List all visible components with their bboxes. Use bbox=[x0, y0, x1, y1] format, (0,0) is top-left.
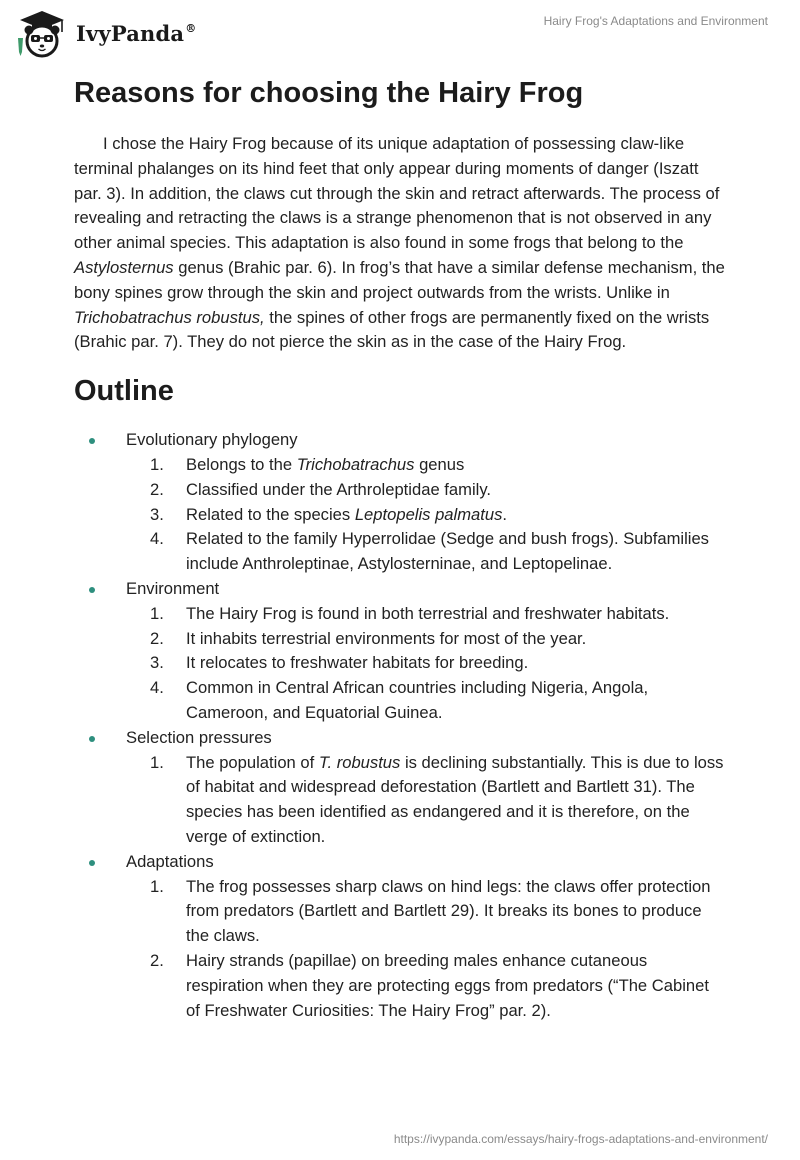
list-item: 3. Related to the species Leptopelis palmatus. bbox=[126, 503, 726, 528]
list-item: 2. Classified under the Arthroleptidae family. bbox=[126, 478, 726, 503]
list-number: 4. bbox=[150, 529, 164, 549]
outline-sublist bbox=[126, 602, 726, 726]
logo[interactable] bbox=[14, 8, 196, 58]
list-item: 1. The frog possesses sharp claws on hind legs: the claws offer protection from predators (Bartlett and Bartlett 29). It breaks its bones to produce the claws. bbox=[150, 876, 711, 946]
source-url[interactable]: https://ivypanda.com/essays/hairy-frogs-adaptations-and-environment/ bbox=[393, 1132, 768, 1146]
list-number: 3. bbox=[150, 653, 164, 673]
list-number: 1. bbox=[150, 454, 164, 474]
outline-list bbox=[74, 428, 726, 1023]
list-item: 4. Common in Central African countries including Nigeria, Angola, Cameroon, and Equatorial Guinea. bbox=[150, 678, 649, 722]
outline-group-label: Selection pressures bbox=[126, 727, 272, 747]
list-item: 1. Belongs to the Trichobatrachus genus bbox=[126, 453, 726, 478]
outline-group bbox=[74, 428, 726, 577]
list-number: 2. bbox=[150, 950, 164, 970]
logo-text: IvyPanda® bbox=[76, 20, 197, 46]
list-number: 3. bbox=[150, 504, 164, 524]
outline-sublist bbox=[126, 453, 726, 577]
list-number: 2. bbox=[150, 628, 164, 648]
document-title: Hairy Frog's Adaptations and Environment bbox=[543, 14, 768, 28]
outline-group bbox=[74, 726, 726, 850]
body-paragraph: I chose the Hairy Frog because of its unique adaptation of possessing claw-like terminal phalanges on its hind feet that only appear during moments of danger (Iszatt par. 3). In addition, the claws cut through the skin and retract afterwards. The process of revealing and retracting the claws is a strange phenomenon that is not observed in any other animal species. This adaptation is also found in some frogs that belong to the Astylosternus genus (Brahic par. 6). In frog’s that have a similar defense mechanism, the bony spines grow through the skin and project outwards from the wrists. Unlike in Trichobatrachus robustus, the spines of other frogs are permanently fixed on the wrists (Brahic par. 7). They do not pierce the skin as in the case of the Hairy Frog. bbox=[74, 134, 725, 352]
list-number: 1. bbox=[150, 876, 164, 896]
list-item: 1. The population of T. robustus is declining substantially. This is due to loss of habitat and widespread deforestation (Bartlett and Bartlett 31). The species has been identified as endangered and it is therefore, on the verge of extinction. bbox=[150, 752, 724, 846]
outline-group-label: Adaptations bbox=[126, 851, 214, 871]
list-item: 4. Related to the family Hyperrolidae (Sedge and bush frogs). Subfamilies include Anthroleptinae, Astylosterninae, and Leptopelinae. bbox=[150, 529, 709, 574]
outline-group-label: Environment bbox=[126, 578, 220, 598]
outline-sublist bbox=[126, 875, 726, 1024]
bullet-dot-icon bbox=[89, 438, 95, 444]
bullet-dot-icon bbox=[89, 860, 95, 866]
list-number: 1. bbox=[150, 603, 164, 623]
bullet-dot-icon bbox=[89, 736, 95, 742]
essay-content bbox=[74, 72, 726, 1023]
list-item: 2. It inhabits terrestrial environments for most of the year. bbox=[126, 627, 726, 652]
outline-group bbox=[74, 577, 726, 726]
list-number: 2. bbox=[150, 479, 164, 499]
list-item: 2. Hairy strands (papillae) on breeding males enhance cutaneous respiration when they are protecting eggs from predators (“The Cabinet of Freshwater Curiosities: The Hairy Frog” par. 2). bbox=[150, 950, 709, 1020]
outline-group-label: Evolutionary phylogeny bbox=[126, 430, 298, 450]
section-heading-reasons: Reasons for choosing the Hairy Frog bbox=[74, 77, 584, 109]
section-heading-outline: Outline bbox=[74, 375, 174, 408]
list-item: 3. It relocates to freshwater habitats for breeding. bbox=[126, 651, 726, 676]
list-number: 1. bbox=[150, 752, 164, 772]
panda-graduate-icon bbox=[14, 8, 70, 58]
list-item: 1. The Hairy Frog is found in both terrestrial and freshwater habitats. bbox=[126, 602, 726, 627]
list-number: 4. bbox=[150, 678, 164, 698]
page-header bbox=[0, 0, 800, 66]
outline-sublist bbox=[126, 751, 726, 850]
bullet-dot-icon bbox=[89, 587, 95, 593]
outline-group bbox=[74, 850, 726, 1024]
